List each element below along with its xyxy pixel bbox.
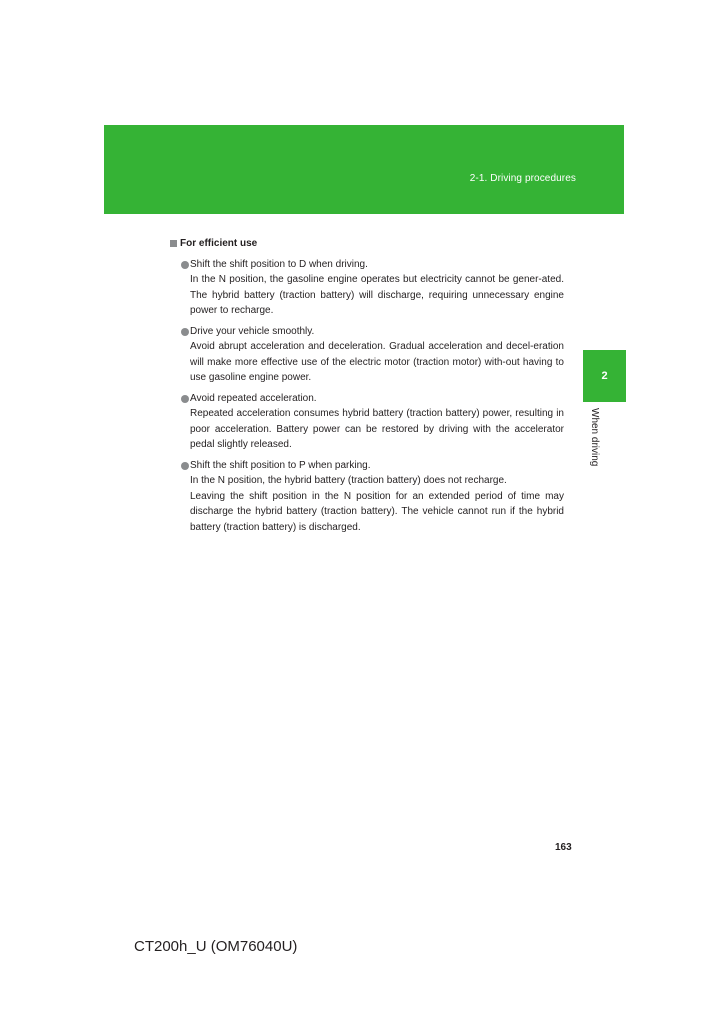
section-heading <box>170 236 564 252</box>
item-lead: Shift the shift position to P when parking. <box>190 459 371 471</box>
document-code: CT200h_U (OM76040U) <box>134 938 298 955</box>
section-heading-text: For efficient use <box>180 238 258 249</box>
header-band <box>104 125 624 214</box>
circle-bullet-icon <box>181 261 189 269</box>
chapter-tab <box>583 350 626 402</box>
chapter-number: 2 <box>601 370 608 382</box>
item-body-continued: Leaving the shift position in the N position for an extended period of time may discharge the hybrid battery (traction battery). The vehicle cannot run if the hybrid battery (traction battery) is discharged. <box>190 490 564 533</box>
item-lead: Drive your vehicle smoothly. <box>190 325 315 337</box>
list-item <box>170 391 564 453</box>
circle-bullet-icon <box>181 395 189 403</box>
circle-bullet-icon <box>181 462 189 470</box>
list-item <box>170 257 564 319</box>
item-body: Avoid abrupt acceleration and deceleration. Gradual acceleration and decel-eration will make more effective use of the electric motor (traction motor) with-out having to use gasoline engine power. <box>190 341 564 383</box>
chapter-label: When driving <box>589 408 600 467</box>
section-title: 2-1. Driving procedures <box>469 173 576 184</box>
item-lead: Shift the shift position to D when driving. <box>190 258 368 270</box>
square-bullet-icon <box>170 240 177 247</box>
item-body: Repeated acceleration consumes hybrid battery (traction battery) power, resulting in poor acceleration. Battery power can be restored by driving with the accelerator pedal slightly released. <box>190 408 564 450</box>
item-body: In the N position, the gasoline engine operates but electricity cannot be gener-ated. The hybrid battery (traction battery) will discharge, requiring unnecessary engine power to recharge. <box>190 274 564 316</box>
item-lead: Avoid repeated acceleration. <box>190 392 317 404</box>
list-item <box>170 324 564 386</box>
item-body: In the N position, the hybrid battery (traction battery) does not recharge. <box>190 475 507 486</box>
circle-bullet-icon <box>181 328 189 336</box>
content-section <box>170 236 564 540</box>
list-item <box>170 458 564 536</box>
page-number: 163 <box>555 842 572 853</box>
